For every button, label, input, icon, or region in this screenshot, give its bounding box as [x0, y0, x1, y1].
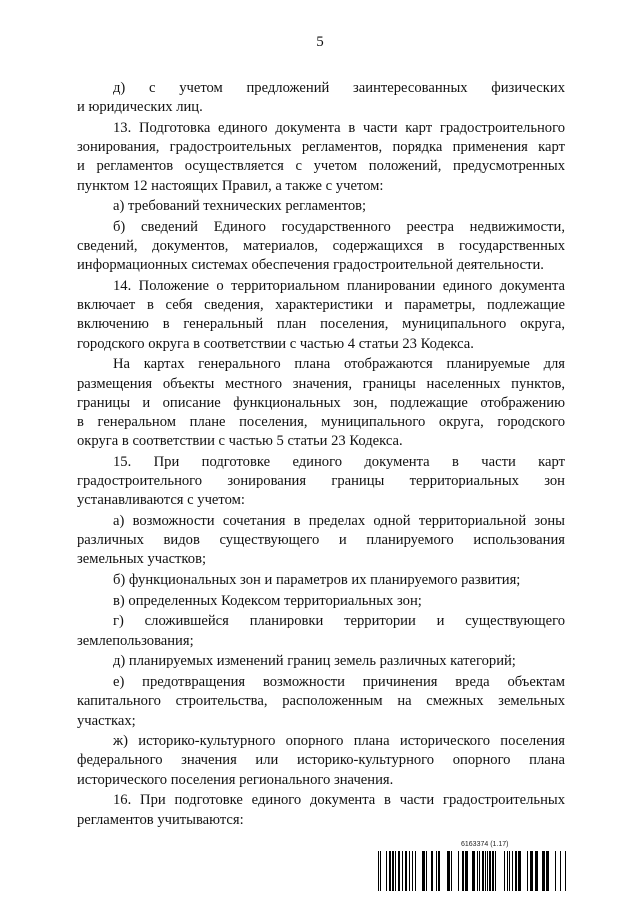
text-line: 13. Подготовка единого документа в части карт градостроительного	[113, 119, 565, 136]
document-body	[77, 79, 565, 831]
document-code: 6163374 (1.17)	[461, 841, 509, 848]
text-line: д) с учетом предложений заинтересованных физических	[113, 80, 565, 96]
text-line: различных видов существующего и планируемого использования	[77, 532, 565, 549]
text-line: в генеральном плане поселения, муниципального округа, городского	[77, 413, 565, 430]
text-line: зонирования, градостроительных регламентов, порядка применения карт	[77, 139, 565, 156]
barcode-icon	[378, 851, 566, 891]
text-line: включению в генеральный план поселения, муниципального округа,	[77, 316, 565, 333]
paragraph	[77, 732, 565, 790]
paragraph	[77, 79, 565, 117]
text-line: 14. Положение о территориальном планировании единого документа	[113, 278, 565, 295]
paragraph	[77, 512, 565, 570]
paragraph	[77, 355, 565, 451]
text-line: исторического поселения регионального значения.	[77, 771, 394, 788]
text-line: е) предотвращения возможности причинения вреда объектам	[113, 674, 565, 691]
text-line: городского округа в соответствии с частью 4 статьи 23 Кодекса.	[77, 335, 474, 352]
text-line: капитального строительства, расположенным на смежных земельных	[77, 693, 565, 710]
paragraph	[77, 592, 565, 611]
text-line: пунктом 12 настоящих Правил, а также с учетом:	[77, 177, 384, 194]
text-line: г) сложившейся планировки территории и существующего	[113, 613, 565, 630]
paragraph	[77, 277, 565, 354]
page-number: 5	[316, 34, 324, 50]
paragraph	[77, 197, 565, 216]
paragraph	[77, 119, 565, 196]
text-line: 16. При подготовке единого документа в части градостроительных	[113, 792, 565, 809]
text-line: землепользования;	[77, 632, 194, 649]
text-line: регламентов учитываются:	[77, 811, 244, 828]
text-line: а) возможности сочетания в пределах одной территориальной зоны	[113, 512, 565, 529]
paragraph	[77, 453, 565, 511]
text-line: устанавливаются с учетом:	[77, 492, 245, 509]
text-line: ж) историко-культурного опорного плана исторического поселения	[113, 733, 565, 750]
text-line: 15. При подготовке единого документа в части карт	[113, 453, 565, 470]
text-line: земельных участков;	[77, 551, 207, 568]
text-line: границы и описание функциональных зон, подлежащие отображению	[77, 394, 565, 411]
text-line: размещения объекты местного значения, границы населенных пунктов,	[77, 375, 565, 392]
paragraph	[77, 612, 565, 650]
paragraph	[77, 218, 565, 276]
text-line: информационных системах обеспечения градостроительной деятельности.	[77, 257, 544, 274]
text-line: б) сведений Единого государственного реестра недвижимости,	[113, 218, 565, 235]
text-line: сведений, документов, материалов, содержащихся в государственных	[77, 238, 565, 255]
paragraph	[77, 571, 565, 590]
text-line: федерального значения или историко-культурного опорного плана	[77, 752, 565, 769]
text-line: и регламентов осуществляется с учетом положений, предусмотренных	[77, 158, 565, 175]
text-line: включает в себя сведения, характеристики и параметры, подлежащие	[77, 297, 565, 314]
text-line: б) функциональных зон и параметров их планируемого развития;	[113, 572, 521, 589]
paragraph	[77, 791, 565, 829]
text-line: участках;	[77, 712, 136, 729]
text-line: в) определенных Кодексом территориальных зон;	[113, 592, 422, 609]
text-line: На картах генерального плана отображаются планируемые для	[113, 356, 565, 373]
text-line: градостроительного зонирования границы территориальных зон	[77, 473, 565, 490]
paragraph	[77, 652, 565, 671]
text-line: и юридических лиц.	[77, 99, 203, 116]
paragraph	[77, 673, 565, 731]
text-line: округа в соответствии с частью 5 статьи 23 Кодекса.	[77, 433, 403, 450]
text-line: а) требований технических регламентов;	[113, 198, 367, 215]
text-line: д) планируемых изменений границ земель различных категорий;	[113, 653, 516, 670]
